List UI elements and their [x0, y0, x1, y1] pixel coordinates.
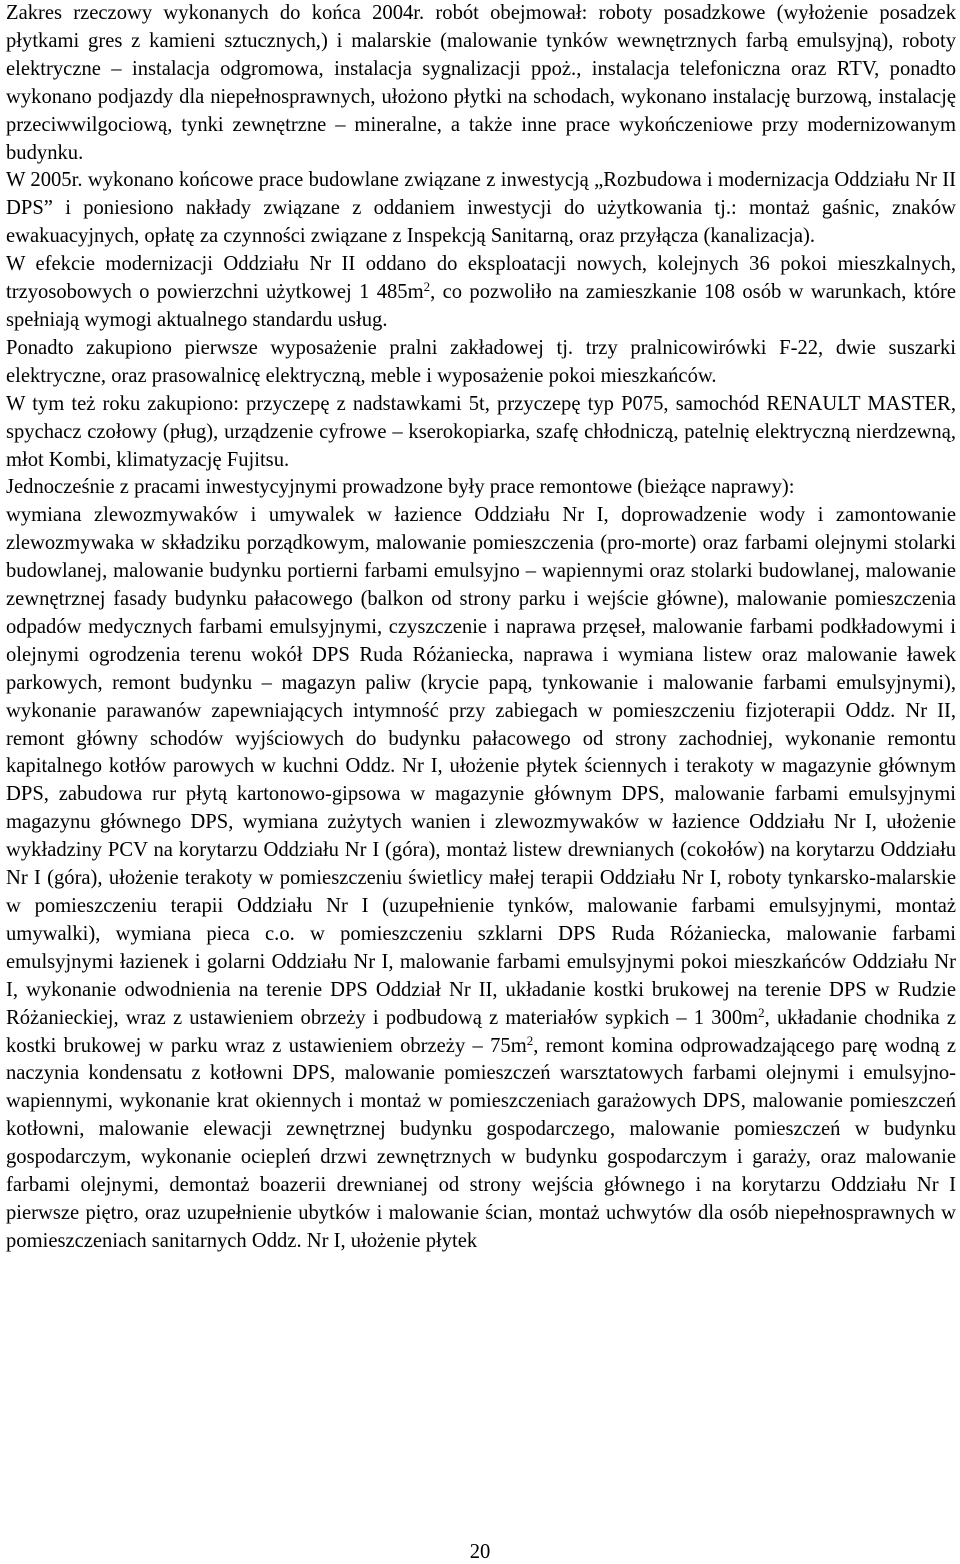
page-number: 20	[469, 1541, 491, 1563]
text-segment: wymiana zlewozmywaków i umywalek w łazience Oddziału Nr I, doprowadzenie wody i zamontowanie zlewozmywaka w składziku porządkowym, malowanie pomieszczenia (pro-morte) oraz farbami olejnymi stolarki budowlanej, malowanie budynku portierni farbami emulsyjno – wapiennymi oraz stolarki budowlanej, malowanie zewnętrznej fasady budynku pałacowego (balkon od strony parku i wejście główne), malowanie pomieszczenia odpadów medycznych farbami emulsyjnymi, czyszczenie i naprawa przęseł, malowanie farbami podkładowymi i olejnymi ogrodzenia terenu wokół DPS Ruda Różaniecka, naprawa i wymiana listew oraz malowanie ławek parkowych, remont budynku – magazyn paliw (krycie papą, tynkowanie i malowanie farbami emulsyjnymi), wykonanie parawanów zapewniających intymność przy zabiegach w pomieszczeniu fizjoterapii Oddz. Nr II, remont główny schodów wyjściowych do budynku pałacowego od strony zachodniej, wykonanie remontu kapitalnego kotłów parowych w kuchni Oddz. Nr I, ułożenie płytek ściennych i terakoty w magazynie głównym DPS, zabudowa rur płytą kartonowo-gipsowa w magazynie głównym DPS, malowanie farbami emulsyjnymi magazynu głównego DPS, wymiana zużytych wanien i zlewozmywaków w łazience Oddziału Nr I, ułożenie wykładziny PCV na korytarzu Oddziału Nr I (góra), montaż listew drewnianych (cokołów) na korytarzu Oddziału Nr I (góra), ułożenie terakoty w pomieszczeniu świetlicy małej terapii Oddziału Nr I, roboty tynkarsko-malarskie w pomieszczeniu terapii Oddziału Nr I (uzupełnienie tynków, malowanie farbami emulsyjnymi, montaż umywalki), wymiana pieca c.o. w pomieszczeniu szklarni DPS Ruda Różaniecka, malowanie farbami emulsyjnymi łazienek i golarni Oddziału Nr I, malowanie farbami emulsyjnymi pokoi mieszkańców Oddziału Nr I, wykonanie odwodnienia na terenie DPS Oddział Nr II, układanie kostki brukowej na terenie DPS w Rudzie Różanieckiej, wraz z ustawieniem obrzeży i podbudową z materiałów sypkich – 1 300m	[6, 504, 956, 1029]
text-segment: W efekcie modernizacji Oddziału Nr II oddano do eksploatacji nowych, kolejnych 36 pokoi mieszkalnych, trzyosobowych o powierzchni użytkowej 1 485m	[6, 253, 956, 304]
paragraph-laundry-equipment: Ponadto zakupiono pierwsze wyposażenie pralni zakładowej tj. trzy pralnicowirówki F-22, dwie suszarki elektryczne, oraz prasowalnicę elektryczną, meble i wyposażenie pokoi mieszkańców.	[6, 336, 956, 387]
paragraph-repairs-list	[6, 502, 956, 1255]
paragraph-repairs-intro: Jednocześnie z pracami inwestycyjnymi prowadzone były prace remontowe (bieżące naprawy):	[6, 476, 795, 499]
superscript: 2	[423, 279, 431, 295]
paragraph-modernization-result	[6, 251, 956, 335]
text-segment: , układanie chodnika z kostki brukowej w parku wraz z ustawieniem obrzeży – 75m	[6, 1006, 956, 1057]
text-segment: , co pozwoliło na zamieszkanie 108 osób w warunkach, które spełniają wymogi aktualnego standardu usług.	[6, 281, 956, 331]
paragraph-scope-2004: Zakres rzeczowy wykonanych do końca 2004r. robót obejmował: roboty posadzkowe (wyłożenie posadzek płytkami gres z kamieni sztucznych,) i malarskie (malowanie tynków wewnętrznych farbą emulsyjną), roboty elektryczne – instalacja odgromowa, instalacja sygnalizacji ppoż., instalacja telefoniczna oraz RTV, ponadto wykonano podjazdy dla niepełnosprawnych, ułożono płytki na schodach, wykonano instalację burzową, instalację przeciwwilgociową, tynki zewnętrzne – mineralne, a także inne prace wykończeniowe przy modernizowanym budynku.	[6, 2, 956, 164]
paragraph-purchases: W tym też roku zakupiono: przyczepę z nadstawkami 5t, przyczepę typ P075, samochód RENAULT MASTER, spychacz czołowy (pług), urządzenie cyfrowe – kserokopiarka, szafę chłodniczą, patelnię elektryczną nierdzewną, młot Kombi, klimatyzację Fujitsu.	[6, 392, 956, 471]
text-segment: , remont komina odprowadzającego parę wodną z naczynia kondensatu z kotłowni DPS, malowanie pomieszczeń warsztatowych farbami olejnymi i emulsyjno-wapiennymi, wykonanie krat okiennych i montaż w pomieszczeniach garażowych DPS, malowanie pomieszczeń kotłowni, malowanie elewacji zewnętrznej budynku gospodarczego, malowanie pomieszczeń w budynku gospodarczym, wykonanie ociepleń drzwi zewnętrznych w budynku gospodarczym i garaży, oraz malowanie farbami olejnymi, demontaż boazerii drewnianej od strony wejścia głównego i na korytarzu Oddziału Nr I pierwsze piętro, oraz uzupełnienie ubytków i malowanie ścian, montaż uchwytów dla osób niepełnosprawnych w pomieszczeniach sanitarnych Oddz. Nr I, ułożenie płytek	[6, 1034, 956, 1252]
paragraph-2005-works: W 2005r. wykonano końcowe prace budowlane związane z inwestycją „Rozbudowa i modernizacja Oddziału Nr II DPS” i poniesiono nakłady związane z oddaniem inwestycji do użytkowania tj.: montaż gaśnic, znaków ewakuacyjnych, opłatę za czynności związane z Inspekcją Sanitarną, oraz przyłącza (kanalizacja).	[6, 169, 956, 248]
superscript: 2	[526, 1032, 534, 1048]
document-body	[6, 0, 956, 1256]
superscript: 2	[758, 1004, 765, 1020]
